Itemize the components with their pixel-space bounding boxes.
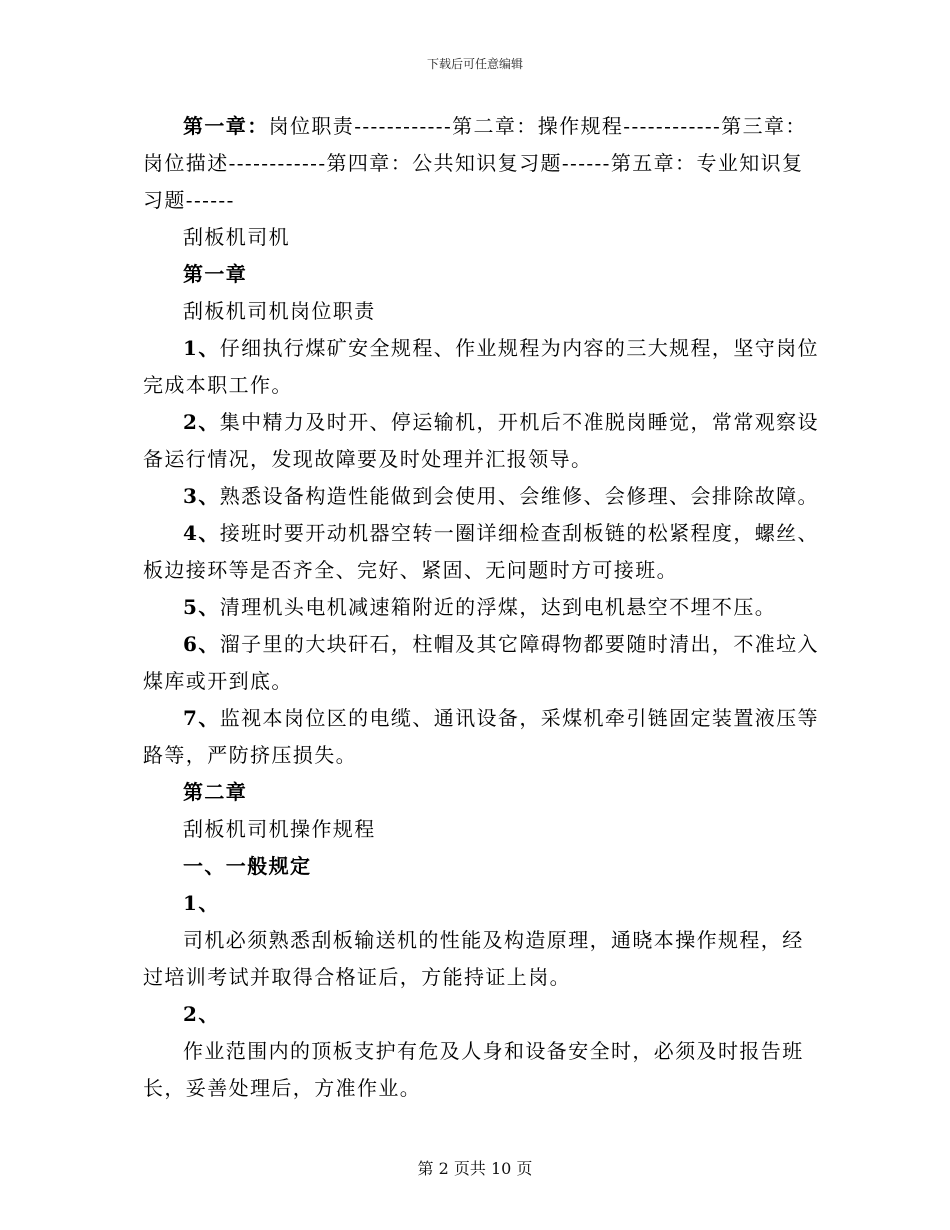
duty-item-7 (143, 700, 823, 774)
duty-item-4 (143, 515, 823, 589)
rule-number-1: 1、 (183, 891, 220, 915)
chapter1-subtitle: 刮板机司机岗位职责 (183, 299, 376, 323)
rule-text-1: 司机必须熟悉刮板输送机的性能及构造原理，通晓本操作规程，经过培训考试并取得合格证后，方能持证上岗。 (143, 928, 804, 989)
duty-item-number: 5、 (183, 595, 220, 619)
doc-title: 刮板机司机 (183, 225, 290, 249)
section-heading-general: 一、一般规定 (183, 854, 312, 878)
duty-item-text: 溜子里的大块矸石，柱帽及其它障碍物都要随时清出，不准垃入煤库或开到底。 (143, 632, 819, 693)
duty-item-text: 接班时要开动机器空转一圈详细检查刮板链的松紧程度，螺丝、板边接环等是否齐全、完好、紧固、无问题时方可接班。 (143, 521, 819, 582)
duty-item-text: 清理机头电机减速箱附近的浮煤，达到电机悬空不埋不压。 (219, 595, 777, 619)
toc-chapter1-label: 第一章： (183, 114, 269, 138)
document-body (143, 108, 823, 1107)
duty-item-6 (143, 626, 823, 700)
duty-item-text: 熟悉设备构造性能做到会使用、会维修、会修理、会排除故障。 (219, 484, 819, 508)
duty-item-text: 仔细执行煤矿安全规程、作业规程为内容的三大规程，坚守岗位完成本职工作。 (143, 336, 819, 397)
duty-item-text: 监视本岗位区的电缆、通讯设备，采煤机牵引链固定装置液压等路等，严防挤压损失。 (143, 706, 819, 767)
chapter2-heading: 第二章 (183, 780, 248, 804)
chapter2-subtitle: 刮板机司机操作规程 (183, 817, 376, 841)
toc-paragraph (143, 108, 823, 219)
duty-item-number: 2、 (183, 410, 220, 434)
rule-text-2: 作业范围内的顶板支护有危及人身和设备安全时，必须及时报告班长，妥善处理后，方准作业。 (143, 1039, 804, 1100)
duty-item-3 (143, 478, 823, 515)
chapter1-heading: 第一章 (183, 262, 248, 286)
duty-item-number: 3、 (183, 484, 220, 508)
duty-item-2 (143, 404, 823, 478)
duty-item-1 (143, 330, 823, 404)
duty-item-text: 集中精力及时开、停运输机，开机后不准脱岗睡觉，常常观察设备运行情况，发现故障要及时处理并汇报领导。 (143, 410, 819, 471)
duty-item-number: 4、 (183, 521, 220, 545)
duty-item-5 (143, 589, 823, 626)
rule-number-2: 2、 (183, 1002, 220, 1026)
duty-item-number: 7、 (183, 706, 220, 730)
toc-text: 岗位职责------------第二章：操作规程------------第三章：岗位描述------------第四章：公共知识复习题------第五章：专业知识复习题------ (143, 114, 807, 212)
duty-item-number: 6、 (183, 632, 220, 656)
page-footer: 第 2 页共 10 页 (417, 1159, 533, 1178)
duty-item-number: 1、 (183, 336, 220, 360)
page-header: 下载后可任意编辑 (426, 57, 523, 71)
